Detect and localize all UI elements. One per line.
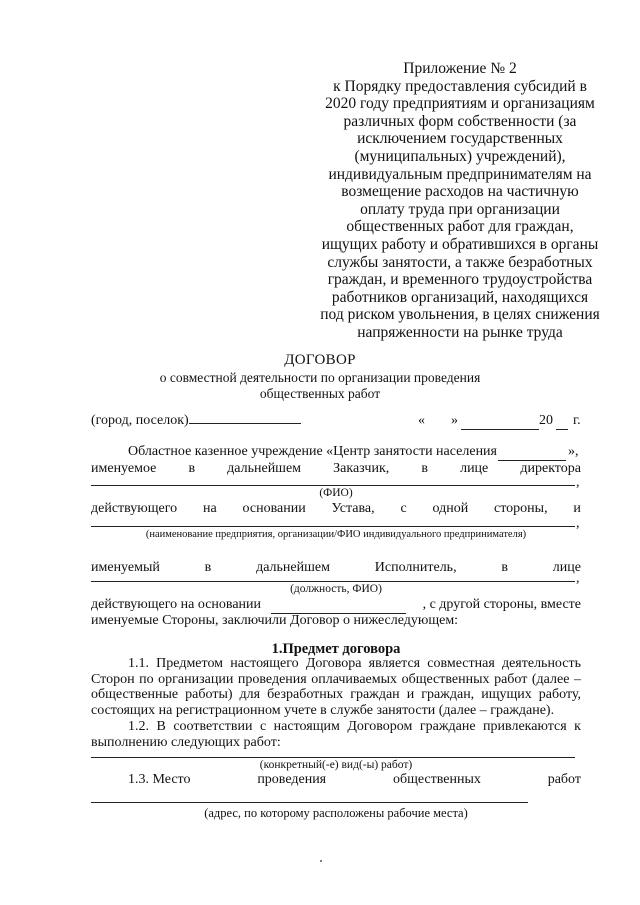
word: в — [188, 461, 196, 476]
date-close-quote: » — [451, 413, 458, 428]
caption-work-type: (конкретный(-е) вид(-ы) работ) — [259, 759, 413, 771]
party2-basis-text: действующего на основании — [91, 597, 262, 612]
org-name-blank — [91, 526, 575, 527]
word: дальнейшем — [256, 560, 330, 575]
caption-fio: (ФИО) — [319, 487, 353, 499]
appendix-line: граждан, и временного трудоустройства — [327, 271, 593, 289]
word: директора — [520, 461, 581, 476]
appendix-line: к Порядку предоставления субсидий в — [333, 77, 587, 95]
appendix-line: возмещение расходов на частичную — [341, 183, 579, 201]
party1-org-text: Областное казенное учреждение «Центр занятости населения — [128, 444, 497, 459]
word: общественных — [392, 772, 481, 787]
party2-line3: именуемые Стороны, заключили Договор о нижеследующем: — [91, 613, 459, 628]
appendix-line: службы занятости, а также безработных — [327, 253, 593, 271]
word: на — [202, 501, 217, 516]
comma: , — [576, 475, 580, 490]
word: и — [573, 501, 581, 516]
word: стороны, — [494, 501, 548, 516]
work-address-blank — [91, 802, 528, 803]
word: лице — [460, 461, 489, 476]
comma: , — [576, 571, 580, 586]
word: именуемое — [91, 461, 157, 476]
party2-line1 — [91, 560, 581, 576]
word: одной — [432, 501, 469, 516]
paragraph-1-3 — [128, 772, 581, 788]
word: работ — [547, 772, 581, 787]
work-type-blank — [91, 757, 575, 758]
word: проведения — [257, 772, 327, 787]
appendix-line: (муниципальных) учреждений), — [354, 147, 566, 165]
appendix-line: Приложение № 2 — [403, 60, 517, 77]
director-name-blank — [91, 485, 575, 486]
month-blank — [461, 428, 539, 430]
word: действующего — [91, 501, 178, 516]
paragraph-1-1: 1.1. Предметом настоящего Договора является совместная деятельность Сторон по организации проведения оплачиваемых общественных работ (далее – общественные работы) для безработных граждан и граждан, ищущих работу, состоящих на регистрационном учете в службе занятости (далее – граждане). — [91, 656, 581, 718]
party1-line1-end: », — [568, 444, 579, 459]
appendix-line: индивидуальным предпринимателям на — [328, 165, 592, 183]
appendix-line: общественных работ для граждан, — [346, 218, 574, 236]
appendix-heading — [310, 60, 610, 342]
appendix-line: под риском увольнения, в целях снижения — [320, 306, 600, 324]
appendix-line: работников организаций, находящихся — [331, 288, 589, 306]
word: в — [421, 461, 428, 476]
word: лице — [552, 560, 581, 575]
scan-speck — [320, 860, 322, 862]
word: Устава, — [331, 501, 375, 516]
appendix-line: исключением государственных — [357, 130, 563, 148]
executor-name-blank — [91, 581, 575, 582]
word: основании — [242, 501, 306, 516]
place-label: (город, поселок) — [91, 413, 189, 428]
word: именуемый — [91, 560, 160, 575]
paragraph-1-2: 1.2. В соответствии с настоящим Договором граждане привлекаются к выполнению следующих работ: — [91, 719, 581, 750]
place-blank — [189, 422, 301, 424]
contract-subtitle — [120, 370, 520, 402]
word: дальнейшем — [227, 461, 302, 476]
party1-line2 — [91, 461, 581, 477]
caption-work-address: (адрес, по которому расположены рабочие места) — [204, 806, 468, 820]
year-suffix: г. — [573, 413, 581, 428]
year-blank — [556, 428, 568, 430]
word: с — [400, 501, 407, 516]
appendix-line: напряженности на рынке труда — [357, 323, 563, 341]
word: 1.3. Место — [128, 772, 191, 787]
caption-position-fio: (должность, ФИО) — [290, 583, 382, 595]
word: в — [501, 560, 508, 575]
word: Заказчик, — [333, 461, 390, 476]
appendix-line: ищущих работу и обратившихся в органы — [321, 235, 599, 253]
party2-line2-end: , с другой стороны, вместе — [422, 597, 581, 612]
contract-subtitle-line: о совместной деятельности по организации проведения — [159, 370, 481, 385]
word: в — [204, 560, 212, 575]
party1-line3 — [91, 501, 581, 517]
party2-line2 — [91, 597, 581, 613]
appendix-line: различных форм собственности (за — [343, 112, 577, 130]
appendix-line: оплату труда при организации — [360, 200, 560, 218]
contract-title: ДОГОВОР — [284, 352, 356, 368]
date-open-quote: « — [418, 413, 425, 428]
caption-org-name: (наименование предприятия, организации/ФИО индивидуального предпринимателя) — [145, 529, 527, 540]
section-title: 1.Предмет договора — [271, 641, 401, 657]
comma: , — [576, 516, 580, 531]
place-date-line — [91, 413, 581, 429]
word: Исполнитель, — [374, 560, 457, 575]
appendix-line: 2020 году предприятиям и организациям — [325, 95, 595, 113]
contract-subtitle-line: общественных работ — [259, 386, 381, 401]
year-prefix: 20 — [539, 413, 553, 428]
